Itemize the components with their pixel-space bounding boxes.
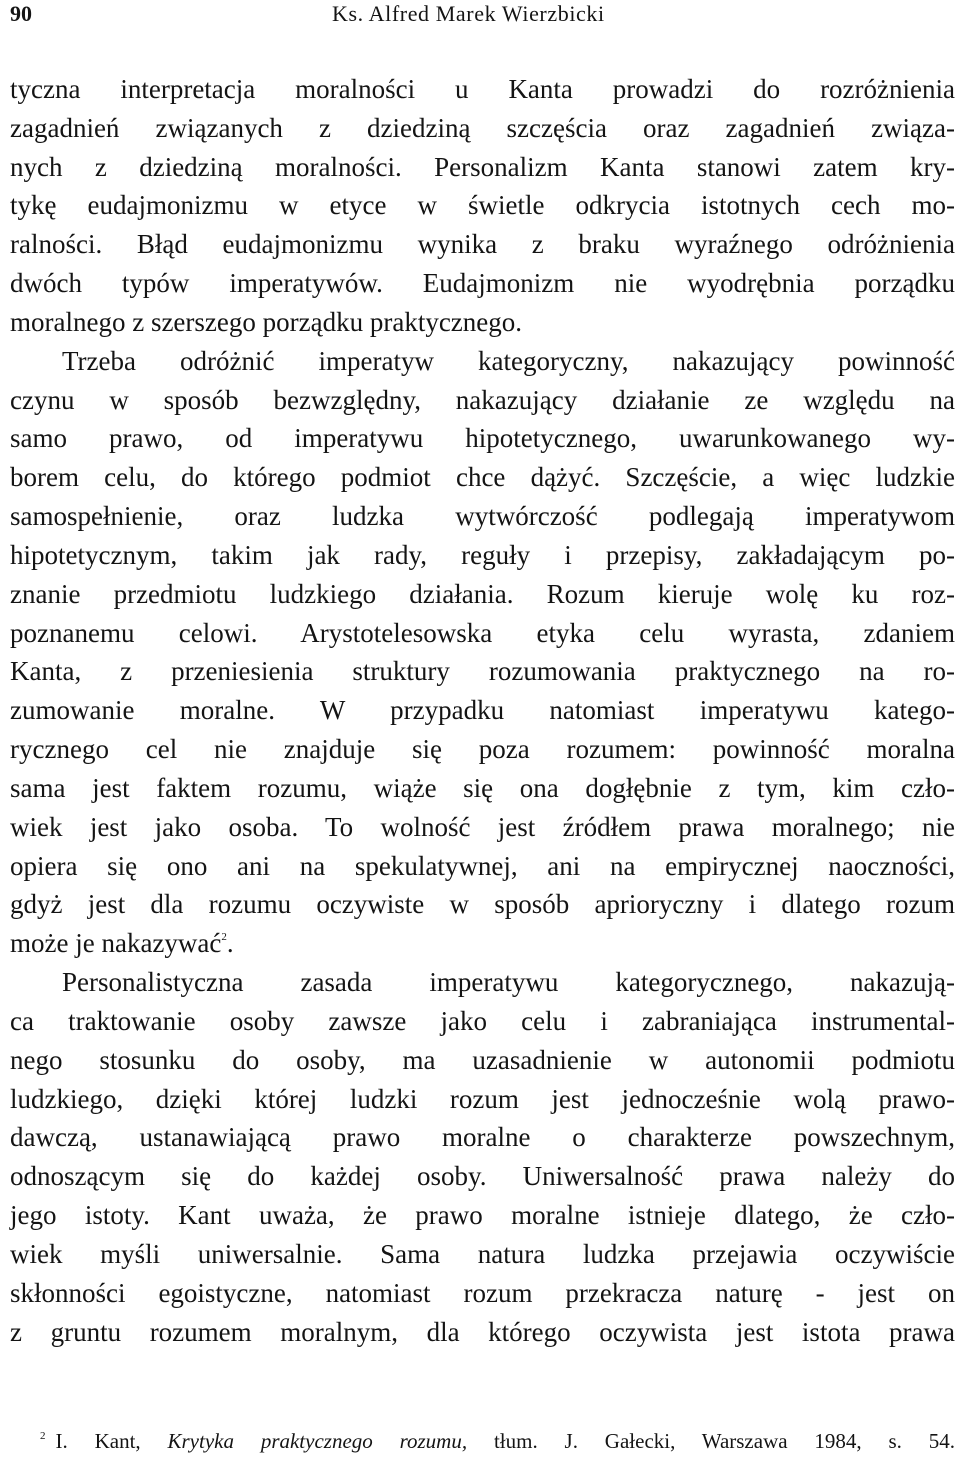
body-text [10,70,955,1351]
text-line: czynu w sposób bezwzględny, nakazujący działanie ze względu na [10,384,955,415]
text-line: borem celu, do którego podmiot chce dążyć. Szczęście, a więc ludzkie [10,462,955,493]
running-head-title: Ks. Alfred Marek Wierzbicki [332,1,605,26]
text-line: dawczą, ustanawiającą prawo moralne o charakterze powszechnym, [10,1122,955,1153]
text-line: znanie przedmiotu ludzkiego działania. Rozum kieruje wolę ku roz- [10,578,955,609]
footnote [40,1425,955,1457]
text-line: tykę eudajmonizmu w etyce w świetle odkrycia istotnych cech mo- [10,190,955,221]
footnote-mark: 2 [40,1430,46,1442]
text-line: hipotetycznym, takim jak rady, reguły i przepisy, zakładającym po- [10,539,955,570]
footnote-book-title: Krytyka praktycznego rozumu, [167,1429,468,1453]
text-line: Kanta, z przeniesienia struktury rozumowania praktycznego na ro- [10,656,955,687]
text-line: moralnego z szerszego porządku praktycznego. [10,306,523,337]
text-line: odnoszącym się do każdej osoby. Uniwersalność prawa należy do [10,1161,955,1192]
text-line: nych z dziedziną moralności. Personalizm Kanta stanowi zatem kry- [10,151,955,182]
text-line: gdyż jest dla rozumu oczywiste w sposób aprioryczny i dlatego rozum [10,889,955,920]
footnote-publication: tłum. J. Gałecki, Warszawa 1984, s. 54. [467,1429,955,1453]
text-line: poznanemu celowi. Arystotelesowska etyka celu wyrasta, zdaniem [10,617,955,648]
footnote-reference[interactable]: 2 [221,931,227,944]
text-line-content: może je nakazywać [10,928,222,959]
sentence-period: . [226,928,234,959]
text-line: ludzkiego, dzięki której ludzki rozum jest jednocześnie wolą prawo- [10,1083,955,1114]
text-line: jego istoty. Kant uważa, że prawo moralne istnieje dlatego, że czło- [10,1200,955,1231]
text-line: opiera się ono ani na spekulatywnej, ani na empirycznej naoczności, [10,850,955,881]
text-line: Trzeba odróżnić imperatyw kategoryczny, nakazujący powinność [62,345,955,376]
text-line: ralności. Błąd eudajmonizmu wynika z braku wyraźnego odróżnienia [10,229,955,260]
text-line: zagadnień związanych z dziedziną szczęścia oraz zagadnień związa- [10,112,955,143]
text-line: dwóch typów imperatywów. Eudajmonizm nie wyodrębnia porządku [10,268,955,299]
text-line-with-footnote [10,924,955,963]
text-line: zumowanie moralne. W przypadku natomiast imperatywu katego- [10,695,955,726]
page-number: 90 [10,1,32,26]
text-line: sama jest faktem rozumu, wiąże się ona dogłębnie z tym, kim czło- [10,772,955,803]
text-line: ca traktowanie osoby zawsze jako celu i zabraniająca instrumental- [10,1005,955,1036]
text-line: tyczna interpretacja moralności u Kanta prowadzi do rozróżnienia [10,74,955,104]
text-line: wiek jest jako osoba. To wolność jest źródłem prawa moralnego; nie [10,811,955,842]
text-line: rycznego cel nie znajduje się poza rozumem: powinność moralna [10,734,955,765]
footnote-author: I. Kant, [55,1429,168,1453]
text-line: Personalistyczna zasada imperatywu kategorycznego, nakazują- [62,967,955,998]
text-line: wiek myśli uniwersalnie. Sama natura ludzka przejawia oczywiście [10,1238,955,1269]
text-line: samo prawo, od imperatywu hipotetycznego, uwarunkowanego wy- [10,423,955,454]
text-line: skłonności egoistyczne, natomiast rozum przekracza naturę - jest on [10,1277,955,1308]
running-head [10,0,955,30]
text-line: nego stosunku do osoby, ma uzasadnienie w autonomii podmiotu [10,1044,955,1075]
text-line: samospełnienie, oraz ludzka wytwórczość podlegają imperatywom [10,501,955,532]
text-line: z gruntu rozumem moralnym, dla którego oczywista jest istota prawa [10,1316,955,1347]
